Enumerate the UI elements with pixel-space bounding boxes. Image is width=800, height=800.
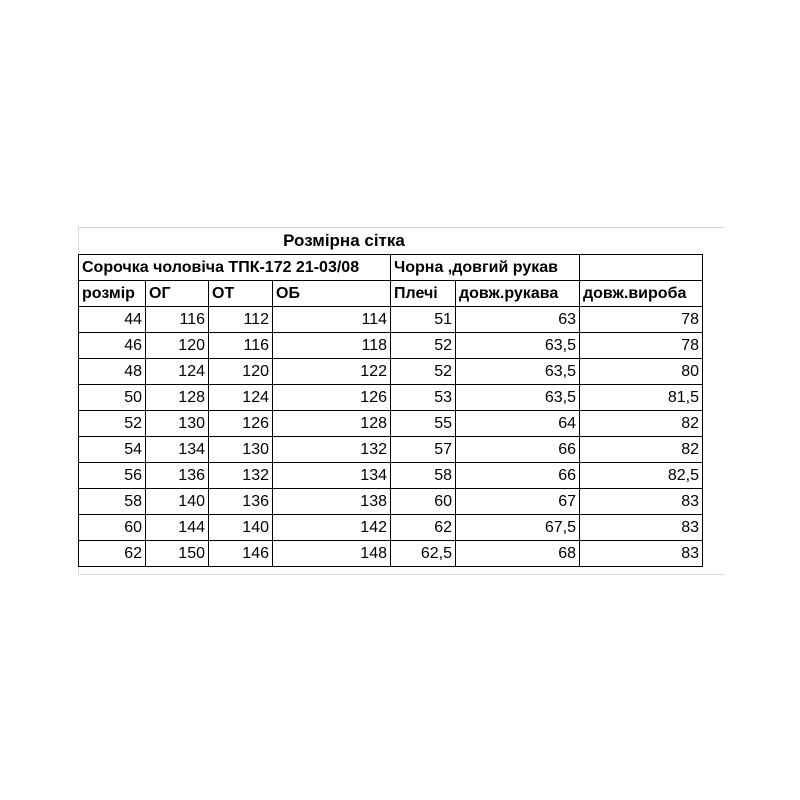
cell-shoulders: 53 xyxy=(391,385,456,411)
cell-size: 56 xyxy=(79,463,146,489)
table-row xyxy=(79,541,703,567)
cell-sleeve-length: 67 xyxy=(456,489,580,515)
cell-size: 58 xyxy=(79,489,146,515)
cell-product-length: 82,5 xyxy=(580,463,703,489)
column-header-shoulders: Плечі xyxy=(391,281,456,307)
cell-product-length: 83 xyxy=(580,515,703,541)
cell-shoulders: 60 xyxy=(391,489,456,515)
cell-chest: 120 xyxy=(146,333,209,359)
cell-product-length: 81,5 xyxy=(580,385,703,411)
cell-sleeve-length: 63,5 xyxy=(456,333,580,359)
cell-shoulders: 62,5 xyxy=(391,541,456,567)
cell-hips: 132 xyxy=(273,437,391,463)
table-row xyxy=(79,463,703,489)
cell-size: 62 xyxy=(79,541,146,567)
cell-chest: 130 xyxy=(146,411,209,437)
cell-chest: 136 xyxy=(146,463,209,489)
table-row xyxy=(79,333,703,359)
header-row xyxy=(79,281,703,307)
sheet-gridline-bottom xyxy=(78,574,725,575)
cell-hips: 126 xyxy=(273,385,391,411)
cell-size: 52 xyxy=(79,411,146,437)
table-row xyxy=(79,359,703,385)
cell-waist: 112 xyxy=(209,307,273,333)
cell-waist: 136 xyxy=(209,489,273,515)
cell-sleeve-length: 63 xyxy=(456,307,580,333)
cell-shoulders: 51 xyxy=(391,307,456,333)
cell-waist: 126 xyxy=(209,411,273,437)
cell-chest: 134 xyxy=(146,437,209,463)
cell-product-length: 78 xyxy=(580,307,703,333)
cell-shoulders: 62 xyxy=(391,515,456,541)
cell-shoulders: 52 xyxy=(391,333,456,359)
cell-hips: 118 xyxy=(273,333,391,359)
cell-size: 50 xyxy=(79,385,146,411)
cell-waist: 116 xyxy=(209,333,273,359)
cell-sleeve-length: 66 xyxy=(456,437,580,463)
column-header-sleeve-length: довж.рукава xyxy=(456,281,580,307)
table-row xyxy=(79,489,703,515)
cell-chest: 128 xyxy=(146,385,209,411)
table-row xyxy=(79,437,703,463)
cell-product-length: 83 xyxy=(580,541,703,567)
column-header-product-length: довж.вироба xyxy=(580,281,703,307)
cell-chest: 116 xyxy=(146,307,209,333)
cell-waist: 132 xyxy=(209,463,273,489)
column-header-size: розмір xyxy=(79,281,146,307)
cell-size: 48 xyxy=(79,359,146,385)
cell-product-length: 80 xyxy=(580,359,703,385)
cell-size: 44 xyxy=(79,307,146,333)
cell-size: 54 xyxy=(79,437,146,463)
subtitle-row xyxy=(79,255,703,281)
cell-hips: 128 xyxy=(273,411,391,437)
size-chart-table xyxy=(78,254,703,567)
table-row xyxy=(79,385,703,411)
cell-product-length: 83 xyxy=(580,489,703,515)
table-row xyxy=(79,515,703,541)
cell-product-length: 82 xyxy=(580,437,703,463)
size-chart-title: Розмірна сітка xyxy=(283,231,405,250)
cell-shoulders: 57 xyxy=(391,437,456,463)
cell-sleeve-length: 64 xyxy=(456,411,580,437)
cell-waist: 124 xyxy=(209,385,273,411)
cell-shoulders: 58 xyxy=(391,463,456,489)
cell-shoulders: 55 xyxy=(391,411,456,437)
cell-product-length: 78 xyxy=(580,333,703,359)
cell-size: 60 xyxy=(79,515,146,541)
cell-chest: 144 xyxy=(146,515,209,541)
cell-waist: 130 xyxy=(209,437,273,463)
cell-hips: 142 xyxy=(273,515,391,541)
column-header-chest: ОГ xyxy=(146,281,209,307)
size-chart-sheet xyxy=(78,227,725,575)
cell-size: 46 xyxy=(79,333,146,359)
cell-sleeve-length: 66 xyxy=(456,463,580,489)
cell-chest: 140 xyxy=(146,489,209,515)
cell-sleeve-length: 63,5 xyxy=(456,359,580,385)
cell-waist: 140 xyxy=(209,515,273,541)
column-header-waist: ОТ xyxy=(209,281,273,307)
cell-chest: 124 xyxy=(146,359,209,385)
product-description-cell: Чорна ,довгий рукав xyxy=(391,255,580,281)
cell-sleeve-length: 68 xyxy=(456,541,580,567)
product-name-cell: Сорочка чоловіча ТПК-172 21-03/08 xyxy=(79,255,391,281)
cell-waist: 120 xyxy=(209,359,273,385)
cell-shoulders: 52 xyxy=(391,359,456,385)
cell-hips: 148 xyxy=(273,541,391,567)
cell-chest: 150 xyxy=(146,541,209,567)
cell-sleeve-length: 67,5 xyxy=(456,515,580,541)
cell-hips: 122 xyxy=(273,359,391,385)
cell-product-length: 82 xyxy=(580,411,703,437)
empty-header-cell xyxy=(580,255,703,281)
column-header-hips: ОБ xyxy=(273,281,391,307)
cell-hips: 114 xyxy=(273,307,391,333)
cell-hips: 134 xyxy=(273,463,391,489)
table-row xyxy=(79,411,703,437)
cell-sleeve-length: 63,5 xyxy=(456,385,580,411)
cell-waist: 146 xyxy=(209,541,273,567)
cell-hips: 138 xyxy=(273,489,391,515)
table-row xyxy=(79,307,703,333)
